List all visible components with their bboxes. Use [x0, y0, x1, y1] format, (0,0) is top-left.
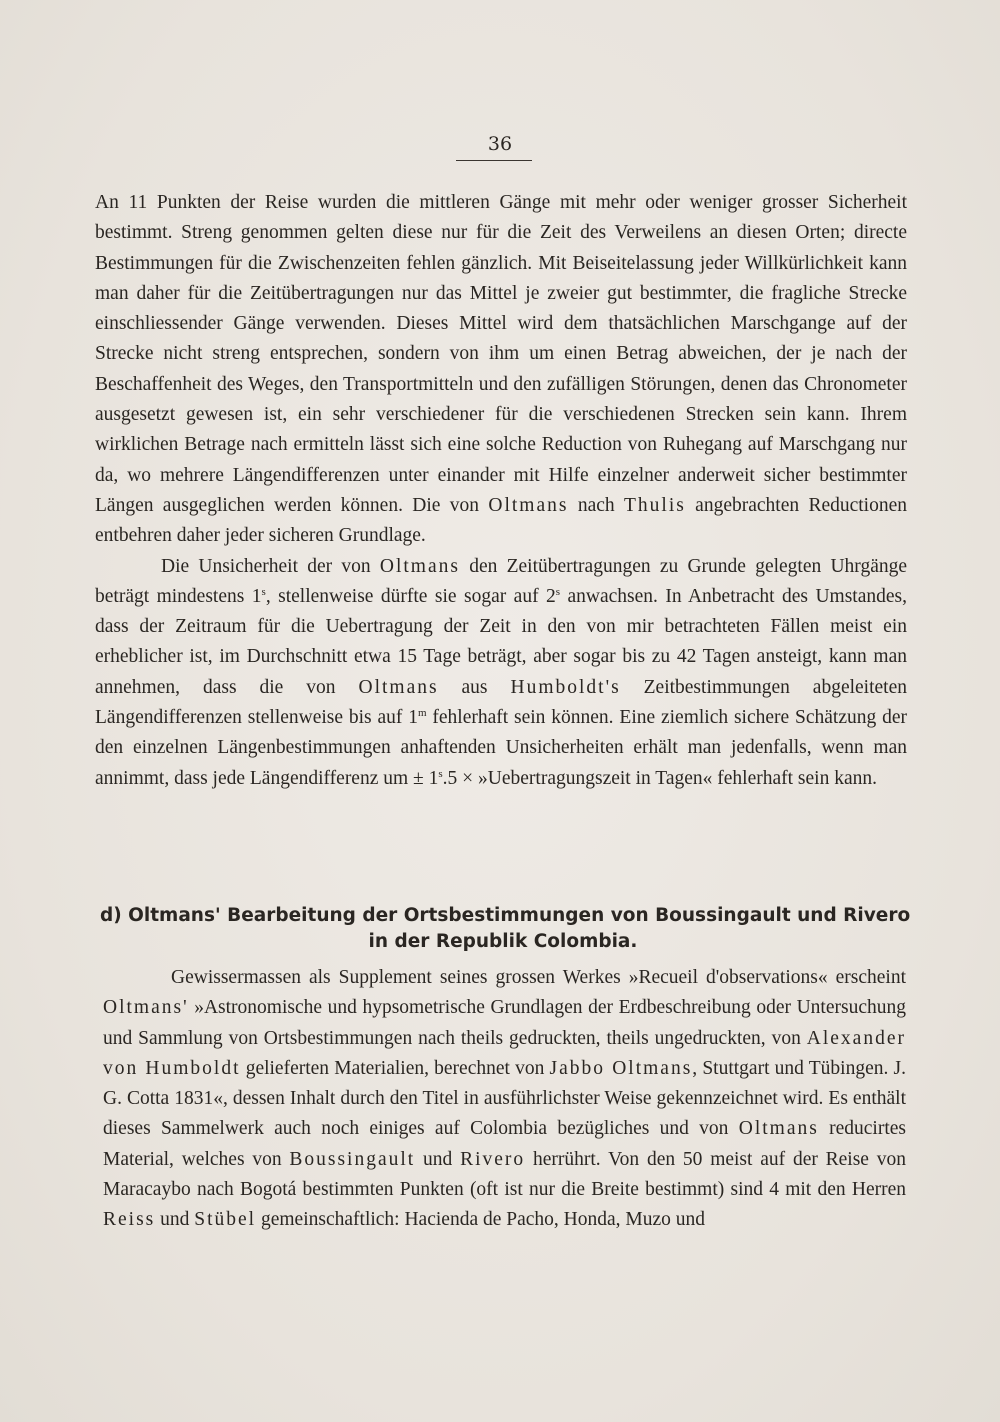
section-d-heading-line2: in der Republik Colombia. — [368, 931, 638, 952]
author-name: Oltmans — [358, 676, 439, 698]
section-d-text — [103, 963, 906, 1236]
author-name: Rivero — [460, 1148, 526, 1170]
author-name: Thulis — [623, 494, 686, 516]
page-number: 36 — [487, 133, 513, 155]
section-d-heading — [100, 903, 911, 955]
author-name: Oltmans — [738, 1118, 819, 1140]
paragraph-chronometer-rates: An 11 Punkten der Reise wurden die mittleren Gänge mit mehr oder weniger grosser Sicherheit bestimmt. Streng genommen gelten diese nur für die Zeit des Verweilens an diesen Orten; directe Bestimmungen für die Zwischenzeiten fehlen gänzlich. Mit Beiseitelassung jeder Willkürlichkeit kann man daher für die Zeitübertragungen nur das Mittel je zweier gut bestimmter, die fragliche Strecke einschliessender Gänge verwenden. Dieses Mittel wird dem thatsächlichen Marschgange auf der Strecke nicht streng entsprechen, sondern von ihm um einen Betrag abweichen, der je nach der Beschaffenheit des Weges, den Transportmitteln und den zufälligen Störungen, denen das Chronometer ausgesetzt gewesen ist, ein sehr verschiedener für die verschiedenen Strecken sein kann. Ihrem wirklichen Betrage nach ermitteln lässt sich eine solche Reduction von Ruhegang auf Marschgang nur da, wo mehrere Längendifferenzen unter einander mit Hilfe einzelner anderweit sicher bestimmter Längen ausgeglichen werden können. Die von Oltmans nach Thulis angebrachten Reductionen entbehren daher jeder sicheren Grundlage. — [95, 192, 908, 547]
author-name: Oltmans — [379, 555, 460, 577]
author-name: Oltmans — [488, 494, 569, 516]
section-d-heading-line1: d) Oltmans' Bearbeitung der Ortsbestimmungen von Boussingault und Rivero — [100, 905, 911, 926]
author-name: Oltmans' — [103, 997, 189, 1019]
section-c-text — [95, 188, 907, 794]
author-name: Jabbo Oltmans — [549, 1057, 693, 1079]
paragraph-uncertainty: Die Unsicherheit der von Oltmans den Zeitübertragungen zu Grunde gelegten Uhrgänge beträgt mindestens 1$^s$, stellenweise dürfte sie sogar auf 2$^s$ anwachsen. In Anbetracht des Umstandes, dass der Zeitraum für die Uebertragung der Zeit in den von mir betrachteten Fällen meist ein erheblicher ist, im Durchschnitt etwa 15 Tage beträgt, aber sogar bis zu 42 Tagen ansteigt, kann man annehmen, dass die von Oltmans aus Humboldt's Zeitbestimmungen abgeleiteten Längendifferenzen stellenweise bis auf 1$^m$ fehlerhaft sein können. Eine ziemlich sichere Schätzung der den einzelnen Längenbestimmungen anhaftenden Unsicherheiten erhält man jedenfalls, wenn man annimmt, dass jede Längendifferenz um ± $1^s.5$ × »Uebertragungszeit in Tagen« fehlerhaft sein kann. — [95, 555, 908, 789]
page-number-rule — [456, 160, 532, 161]
author-name: Boussingault — [289, 1148, 416, 1170]
author-name: Reiss — [103, 1209, 156, 1231]
paragraph-supplement: Gewissermassen als Supplement seines grossen Werkes »Recueil d'observations« erscheint Oltmans' »Astronomische und hypsometrische Grundlagen der Erdbeschreibung oder Untersuchung und Sammlung von Ortsbestimmungen nach theils gedruckten, theils ungedruckten, von Alexander von Humboldt gelieferten Materialien, berechnet von Jabbo Oltmans, Stuttgart und Tübingen. J. G. Cotta 1831«, dessen Inhalt durch den Titel in ausführlichster Weise gekennzeichnet wird. Es enthält dieses Sammelwerk auch noch einiges auf Colombia bezügliches und von Oltmans reducirtes Material, welches von Boussingault und Rivero herrührt. Von den 50 meist auf der Reise von Maracaybo nach Bogotá bestimmten Punkten (oft ist nur die Breite bestimmt) sind 4 mit den Herren Reiss und Stübel gemeinschaftlich: Hacienda de Pacho, Honda, Muzo und — [103, 967, 907, 1231]
author-name: Humboldt's — [510, 676, 621, 698]
author-name: Stübel — [194, 1209, 257, 1231]
author-name: Alexander von Humboldt — [103, 1027, 906, 1079]
